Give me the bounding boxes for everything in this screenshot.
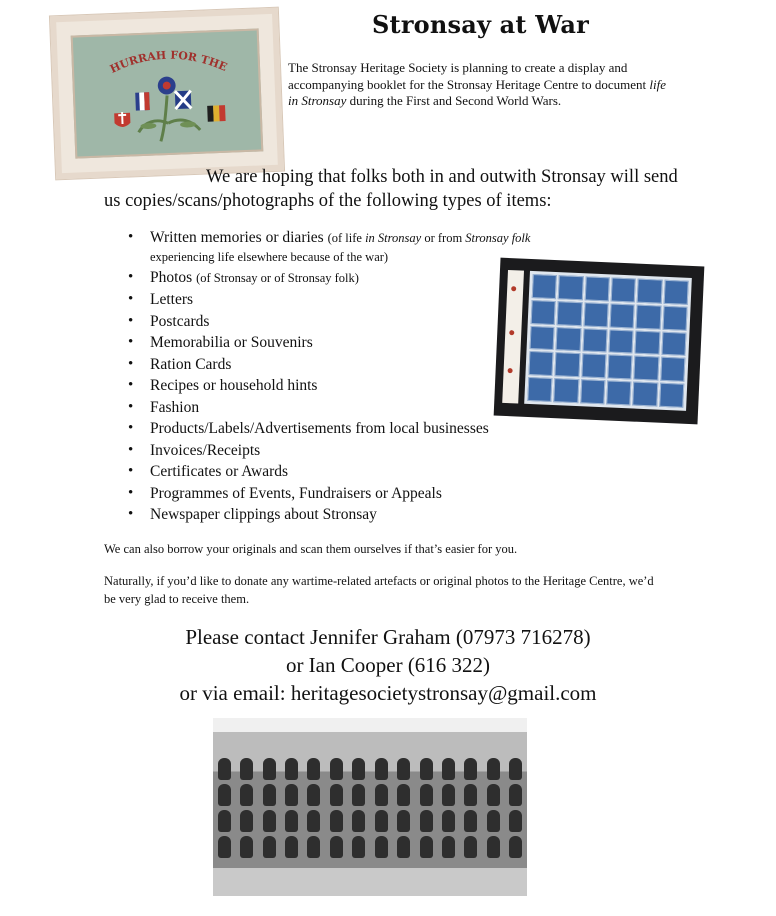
soldier-figure [464, 784, 477, 806]
list-item-label: Newspaper clippings about Stronsay [150, 506, 377, 523]
list-item-label: Invoices/Receipts [150, 441, 261, 459]
stamp [556, 327, 581, 352]
stamp [532, 274, 557, 299]
soldier-figure [464, 758, 477, 780]
soldier-figure [240, 784, 253, 806]
list-item [128, 440, 608, 462]
contact-line-email[interactable]: or via email: heritagesocietystronsay@gmail.com [179, 681, 597, 705]
stamp [583, 302, 608, 327]
soldier-figure [352, 758, 365, 780]
stamp [611, 277, 636, 302]
soldier-figure [240, 836, 253, 858]
stamp-sheet [524, 271, 692, 411]
note-part: or from [421, 231, 466, 245]
postcard-slogan: HURRAH FOR THE ALLIES [72, 30, 230, 76]
contact-block [0, 623, 776, 707]
soldier-figure [307, 836, 320, 858]
stamp [663, 280, 688, 305]
intro-text-start: The Stronsay Heritage Society is planning to create a display and accompanying booklet for the Stronsay Heritage Centre to document [288, 60, 650, 92]
ration-stamps-image [494, 258, 705, 425]
contact-line-jennifer: Please contact Jennifer Graham (07973 716278) [185, 625, 591, 649]
soldier-figure [285, 784, 298, 806]
soldier-row [213, 836, 527, 864]
soldier-figure [352, 810, 365, 832]
list-item-label: Fashion [150, 398, 200, 416]
soldier-figure [420, 836, 433, 858]
soldier-figure [509, 810, 522, 832]
list-item-label: Letters [150, 291, 194, 308]
soldier-figure [487, 810, 500, 832]
stamp [528, 351, 553, 376]
note-part: (of life [327, 231, 366, 245]
soldier-row [213, 758, 527, 786]
soldier-figure [509, 836, 522, 858]
stamp [610, 303, 635, 328]
soldier-figure [352, 836, 365, 858]
soldier-figure [397, 810, 410, 832]
stamp [659, 383, 684, 408]
soldier-figure [330, 758, 343, 780]
photo-ground [213, 868, 527, 896]
soldier-figure [397, 758, 410, 780]
soldier-figure [240, 810, 253, 832]
stamp [634, 356, 659, 381]
contact-line-ian: or Ian Cooper (616 322) [285, 653, 491, 677]
soldier-figure [420, 784, 433, 806]
list-item-label: Recipes or household hints [150, 377, 318, 394]
list-item-label: Photos [150, 268, 193, 286]
soldier-figure [509, 758, 522, 780]
soldier-figure [509, 784, 522, 806]
soldier-figure [442, 810, 455, 832]
list-item [128, 504, 608, 526]
stamp [633, 382, 658, 407]
stamp [580, 379, 605, 404]
soldier-figure [375, 784, 388, 806]
stamp [661, 331, 686, 356]
list-item [128, 483, 608, 505]
soldier-figure [218, 758, 231, 780]
soldier-figure [330, 810, 343, 832]
stamp [662, 306, 687, 331]
soldier-figure [397, 836, 410, 858]
soldier-figure [464, 810, 477, 832]
list-item [128, 418, 608, 440]
soldier-figure [263, 810, 276, 832]
soldier-figure [218, 784, 231, 806]
soldier-figure [240, 758, 253, 780]
soldier-figure [263, 758, 276, 780]
stamp [527, 377, 552, 402]
soldier-row [213, 784, 527, 812]
list-item-label: Certificates or Awards [150, 463, 289, 480]
stamp [582, 328, 607, 353]
list-item-label: Products/Labels/Advertisements from local businesses [150, 420, 489, 437]
page-title: Stronsay at War [372, 10, 589, 39]
soldier-figure [263, 784, 276, 806]
list-item-label: Programmes of Events, Fundraisers or Appeals [150, 484, 442, 502]
soldier-figure [442, 836, 455, 858]
list-item-note: (of Stronsay or of Stronsay folk) [196, 270, 359, 285]
intro-paragraph [288, 60, 676, 110]
soldier-figure [375, 836, 388, 858]
soldier-figure [218, 836, 231, 858]
stamp [555, 353, 580, 378]
soldier-figure [263, 836, 276, 858]
list-item [128, 461, 608, 483]
intro-emphasis: life in Stronsay [288, 76, 666, 108]
soldier-row [213, 810, 527, 838]
soldier-figure [375, 758, 388, 780]
soldier-figure [397, 784, 410, 806]
stamp [530, 326, 555, 351]
list-item-label: Postcards [150, 312, 210, 330]
soldier-figure [330, 784, 343, 806]
note-emphasis: Stronsay folk [465, 231, 531, 245]
soldiers-group-photo [213, 718, 527, 896]
soldier-figure [352, 784, 365, 806]
soldier-figure [442, 758, 455, 780]
request-heading: We are hoping that folks both in and outwith Stronsay will send us copies/scans/photographs of the following types of items: [104, 167, 678, 211]
stamp [554, 378, 579, 403]
soldier-figure [285, 836, 298, 858]
soldier-figure [307, 810, 320, 832]
list-item-note-continued: experiencing life elsewhere because of the war) [150, 249, 389, 264]
intro-text-end: during the First and Second World Wars. [346, 93, 562, 108]
stamp [637, 279, 662, 304]
postcard-embroidery [71, 28, 264, 158]
list-item-note [328, 231, 531, 245]
soldier-figure [307, 784, 320, 806]
note-emphasis: in Stronsay [365, 231, 422, 245]
stamp [608, 329, 633, 354]
soldier-figure [464, 836, 477, 858]
soldier-figure [420, 758, 433, 780]
donate-paragraph: Naturally, if you’d like to donate any wartime-related artefacts or original photos to the Heritage Centre, we’d be very glad to receive them. [104, 574, 654, 606]
stamp [531, 300, 556, 325]
stamp [584, 276, 609, 301]
list-item-label: Ration Cards [150, 355, 232, 373]
soldier-figure [487, 784, 500, 806]
postcard-flags-graphic [73, 31, 261, 157]
allies-postcard-image [50, 8, 284, 180]
stamp [660, 357, 685, 382]
stamp [606, 381, 631, 406]
soldier-figure [487, 836, 500, 858]
list-item-label: Written memories or diaries [150, 229, 324, 246]
borrow-paragraph: We can also borrow your originals and scan them ourselves if that’s easier for you. [104, 542, 518, 556]
stamp [607, 355, 632, 380]
soldier-figure [420, 810, 433, 832]
soldier-figure [307, 758, 320, 780]
list-item-label: Memorabilia or Souvenirs [150, 334, 313, 351]
soldier-figure [375, 810, 388, 832]
stamp [558, 275, 583, 300]
soldier-figure [442, 784, 455, 806]
stamp [557, 301, 582, 326]
soldier-figure [218, 810, 231, 832]
stamp [581, 354, 606, 379]
stamp [635, 330, 660, 355]
soldier-figure [285, 758, 298, 780]
soldier-figure [285, 810, 298, 832]
stamp [636, 304, 661, 329]
soldier-figure [487, 758, 500, 780]
soldier-figure [330, 836, 343, 858]
